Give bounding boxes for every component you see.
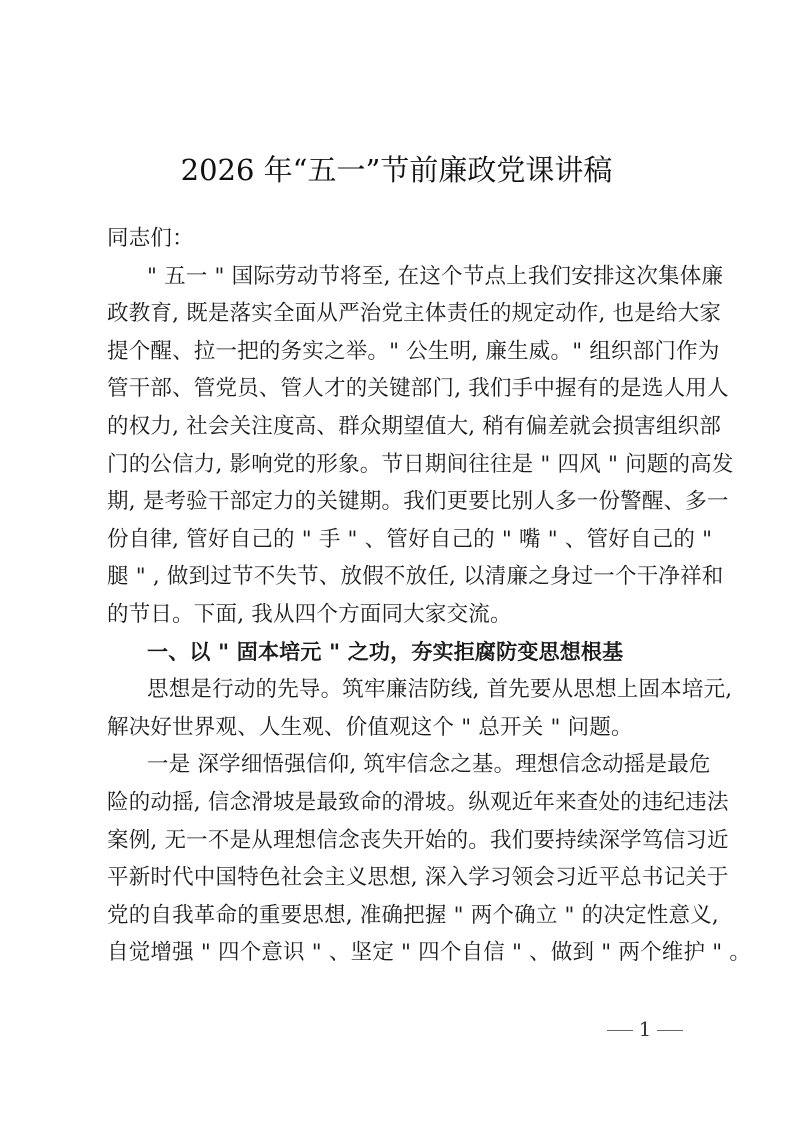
text-line: 门的公信力, 影响党的形象。节日期间往往是 " 四风 " 问题的高发 (107, 451, 734, 477)
text-line: 提个醒、拉一把的务实之举。" 公生明, 廉生威。" 组织部门作为 (107, 338, 720, 364)
text-line: 险的动摇, 信念滑坡是最致命的滑坡。纵观近年来查处的违纪违法 (107, 789, 729, 815)
section-heading: 一、以 " 固本培元 " 之功，夯实拒腐防变思想根基 (147, 639, 624, 664)
intro-paragraph (107, 258, 734, 634)
document-title: 2026 年“五一”节前廉政党课讲稿 (180, 153, 613, 187)
page-number-value: 1 (638, 1017, 652, 1041)
document-body (107, 220, 752, 972)
text-line: 管干部、管党员、管人才的关键部门, 我们手中握有的是选人用人 (107, 376, 729, 402)
text-line: 思想是行动的先导。筑牢廉洁防线, 首先要从思想上固本培元, (147, 677, 733, 703)
text-line: 一是 深学细悟强信仰, 筑牢信念之基。理想信念动摇是最危 (147, 752, 711, 778)
text-line: 解决好世界观、人生观、价值观这个 " 总开关 " 问题。 (107, 714, 633, 740)
text-line: 的权力, 社会关注度高、群众期望值大, 稍有偏差就会损害组织部 (107, 413, 722, 439)
text-line: 平新时代中国特色社会主义思想, 深入学习领会习近平总书记关于 (107, 865, 729, 891)
section-paragraphs (107, 671, 752, 972)
text-line: 案例, 无一不是从理想信念丧失开始的。我们要持续深学笃信习近 (107, 827, 729, 853)
page-number (600, 1017, 690, 1041)
dash-right (657, 1030, 683, 1032)
text-line: 腿 " , 做到过节不失节、放假不放任, 以清廉之身过一个干净祥和 (107, 564, 724, 590)
text-line: 自觉增强 " 四个意识 " 、坚定 " 四个自信 " 、做到 " 两个维护 " 。 (107, 940, 752, 966)
dash-left (607, 1030, 633, 1032)
text-line: 的节日。下面, 我从四个方面同大家交流。 (107, 601, 512, 627)
text-line: 政教育, 既是落实全面从严治党主体责任的规定动作, 也是给大家 (107, 301, 722, 327)
text-line: " 五一 " 国际劳动节将至, 在这个节点上我们安排这次集体廉 (147, 263, 724, 289)
text-line: 份自律, 管好自己的 " 手 " 、管好自己的 " 嘴 " 、管好自己的 " (107, 526, 713, 552)
text-line: 期, 是考验干部定力的关键期。我们更要比别人多一份警醒、多一 (107, 489, 729, 515)
salutation: 同志们： (107, 226, 194, 251)
text-line: 党的自我革命的重要思想, 准确把握 " 两个确立 " 的决定性意义, (107, 902, 719, 928)
